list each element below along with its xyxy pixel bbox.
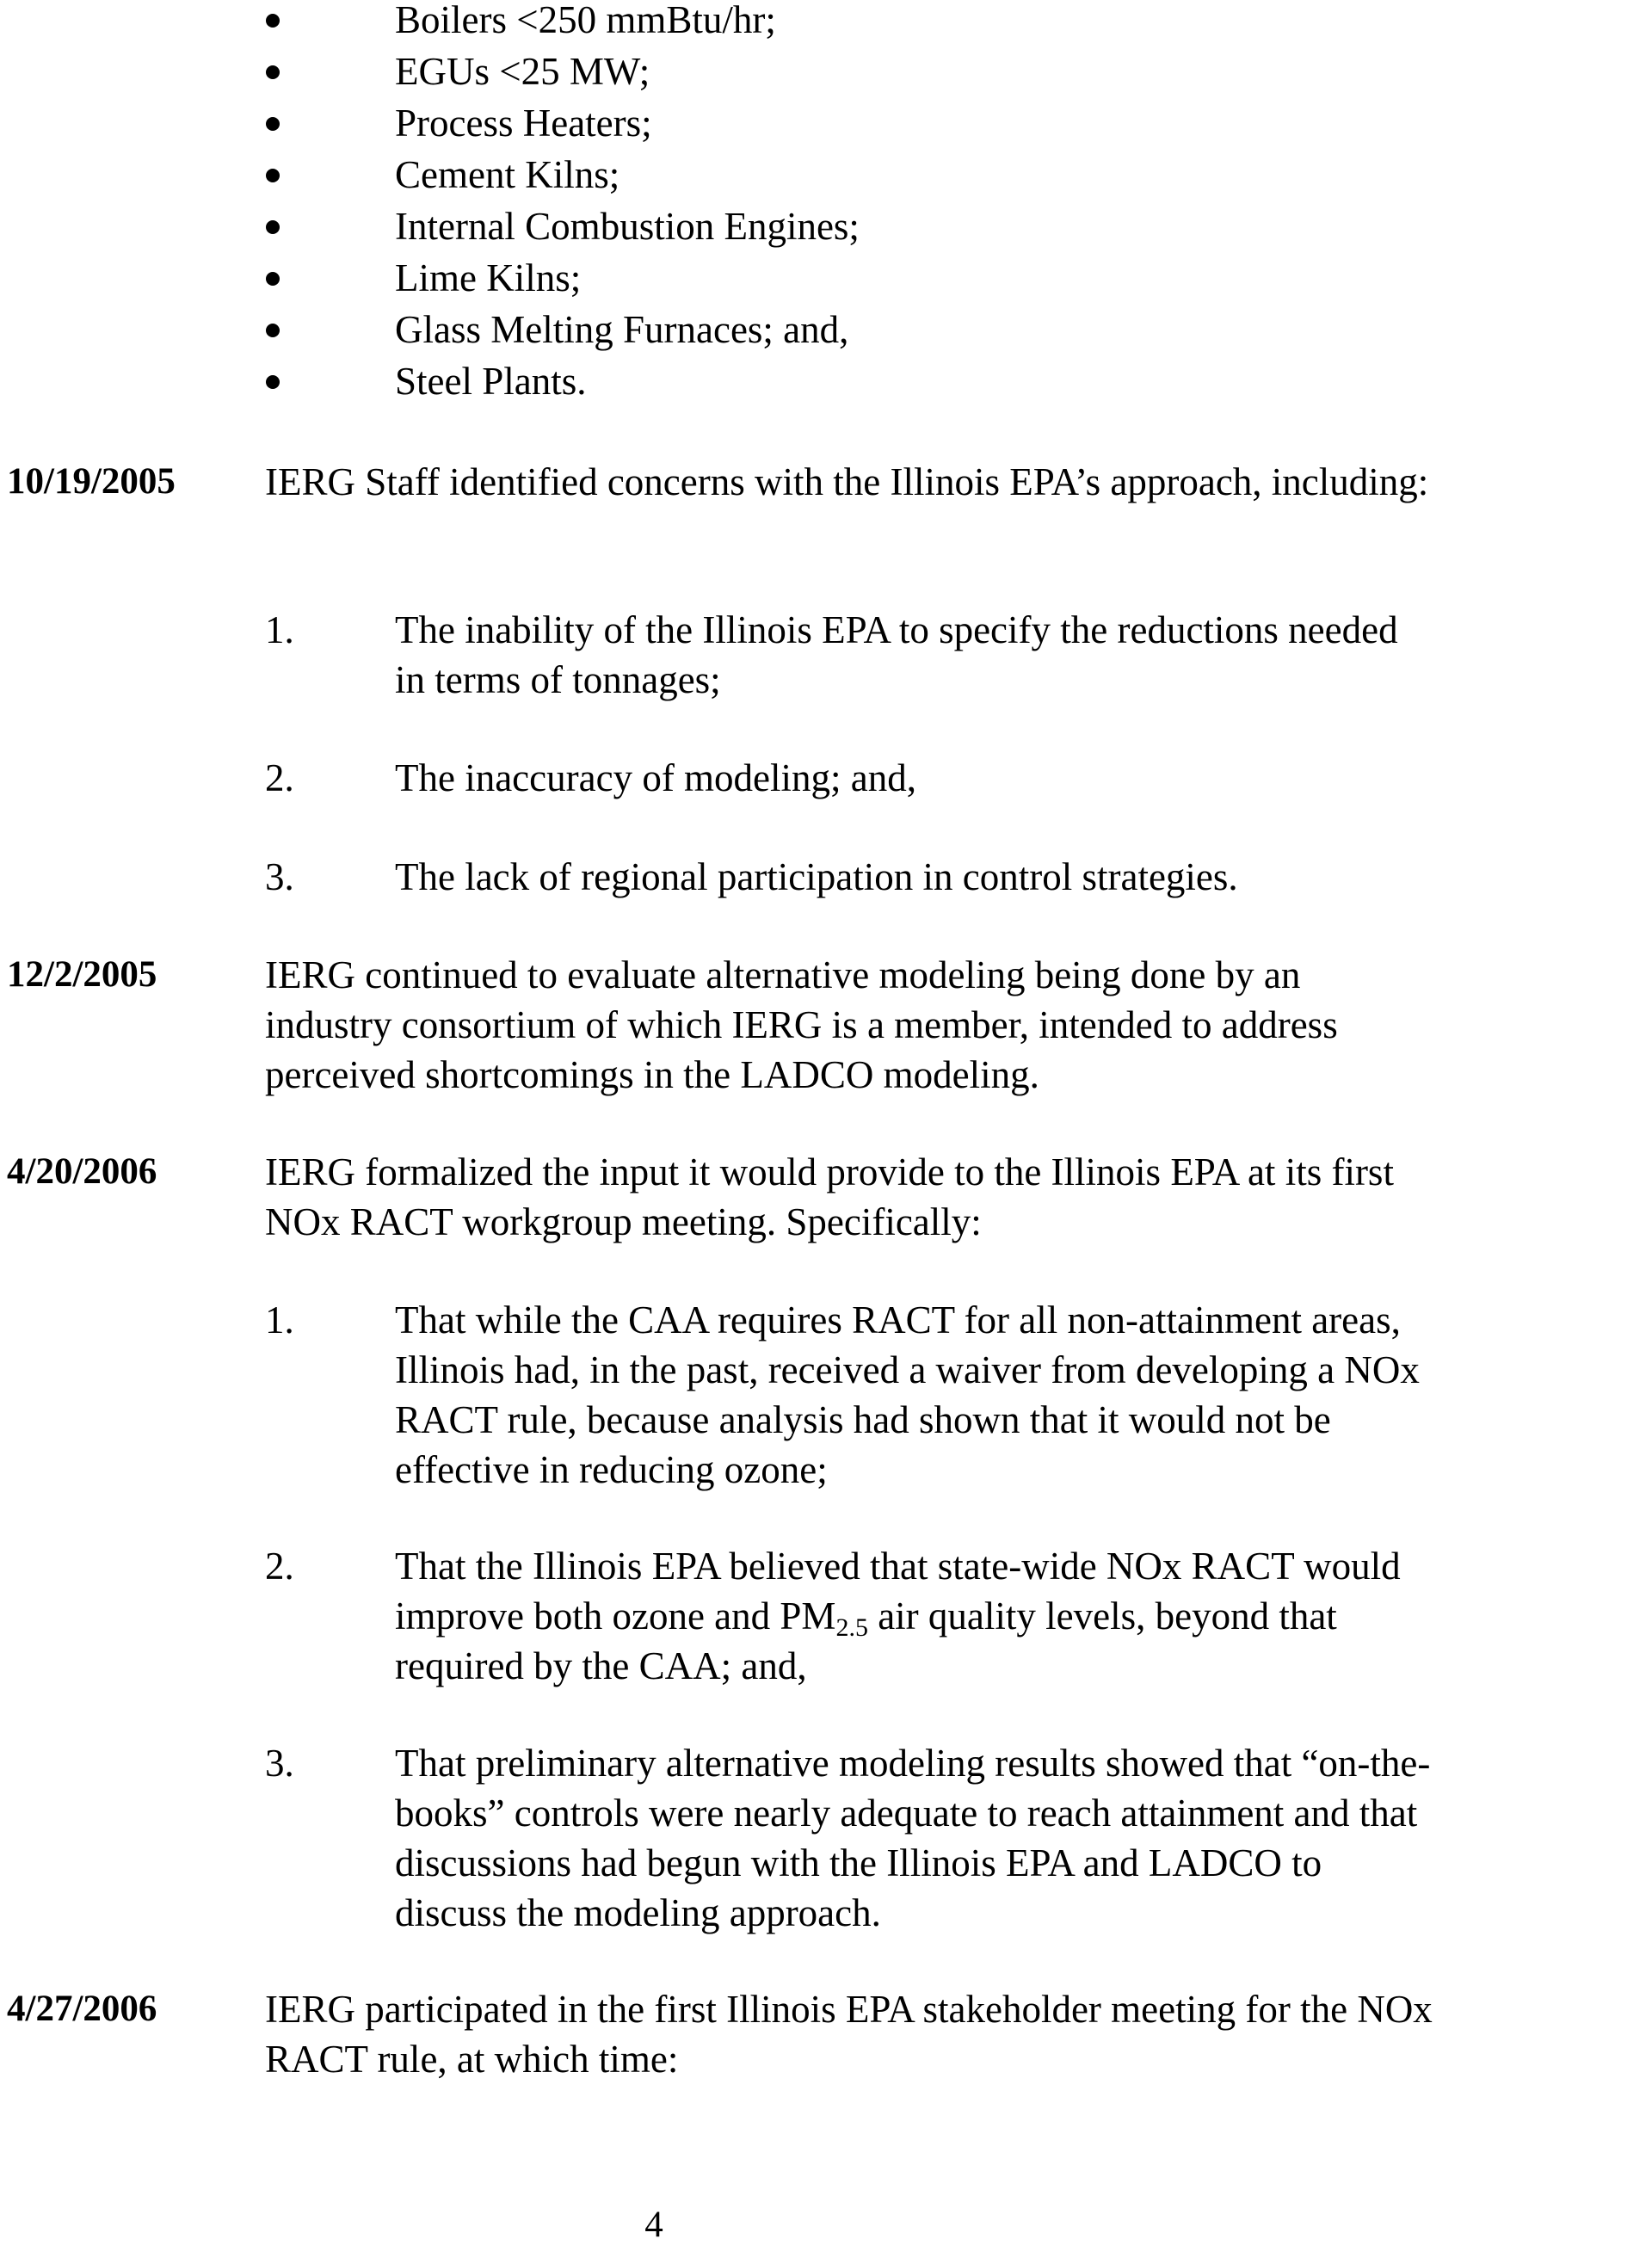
list-item [0, 46, 1463, 97]
item-text: That while the CAA requires RACT for all non-attainment areas, Illinois had, in the past, received a waiver from developing a NOx RACT rule, because analysis had shown that it would not be effective in reducing ozone; [395, 1298, 1420, 1491]
bullet-icon [266, 324, 280, 337]
list-item [0, 252, 1463, 304]
item-text-part: air quality levels, beyond that required by the CAA; and, [395, 1594, 1337, 1687]
bullet-icon [266, 272, 280, 286]
list-item-text: Lime Kilns; [395, 256, 582, 299]
item-number: 1. [265, 608, 294, 651]
list-item-text: EGUs <25 MW; [395, 50, 650, 93]
list-item-text: Internal Combustion Engines; [395, 205, 860, 248]
item-number: 3. [265, 855, 294, 898]
list-item [0, 304, 1463, 355]
entry-description: IERG formalized the input it would provide to the Illinois EPA at its first NOx RACT workgroup meeting. Specifically: [265, 1150, 1394, 1243]
item-text: The inability of the Illinois EPA to specify the reductions needed in terms of tonnages; [395, 608, 1398, 701]
bullet-icon [266, 375, 280, 389]
item-number: 2. [265, 756, 294, 799]
entry-date: 4/20/2006 [7, 1151, 157, 1192]
item-text: The inaccuracy of modeling; and, [395, 756, 917, 799]
entry-description: IERG continued to evaluate alternative modeling being done by an industry consortium of which IERG is a member, intended to address perceived shortcomings in the LADCO modeling. [265, 953, 1338, 1096]
list-item-text: Boilers <250 mmBtu/hr; [395, 0, 776, 41]
entry-date: 12/2/2005 [7, 954, 157, 995]
bullet-icon [266, 117, 280, 131]
list-item [0, 97, 1463, 149]
bullet-icon [266, 169, 280, 182]
pm-subscript: 2.5 [835, 1613, 868, 1642]
list-item-text: Process Heaters; [395, 102, 652, 145]
item-text [395, 1541, 1436, 1691]
entry-date: 4/27/2006 [7, 1989, 157, 2029]
bullet-icon [266, 220, 280, 234]
list-item [0, 355, 1463, 407]
list-item-text: Cement Kilns; [395, 153, 620, 196]
list-item-text: Steel Plants. [395, 360, 587, 403]
bullet-icon [266, 14, 280, 28]
item-number: 2. [265, 1545, 294, 1588]
list-item-text: Glass Melting Furnaces; and, [395, 308, 849, 351]
page-number: 4 [644, 2205, 663, 2245]
entry-description: IERG participated in the first Illinois EPA stakeholder meeting for the NOx RACT rule, at which time: [265, 1988, 1433, 2081]
entry-description: IERG Staff identified concerns with the Illinois EPA’s approach, including: [265, 460, 1429, 503]
item-text-part: That the Illinois EPA believed that state-wide NOx RACT would improve both ozone and PM [395, 1545, 1401, 1637]
bullet-icon [266, 65, 280, 79]
item-text: The lack of regional participation in control strategies. [395, 855, 1238, 898]
list-item [0, 149, 1463, 200]
item-number: 3. [265, 1742, 294, 1785]
item-text: That preliminary alternative modeling results showed that “on-the-books” controls were nearly adequate to reach attainment and that discussions had begun with the Illinois EPA and LADCO to discuss the modeling approach. [395, 1742, 1431, 1934]
item-number: 1. [265, 1298, 294, 1341]
entry-date: 10/19/2005 [7, 461, 176, 502]
list-item [0, 0, 1463, 46]
list-item [0, 200, 1463, 252]
